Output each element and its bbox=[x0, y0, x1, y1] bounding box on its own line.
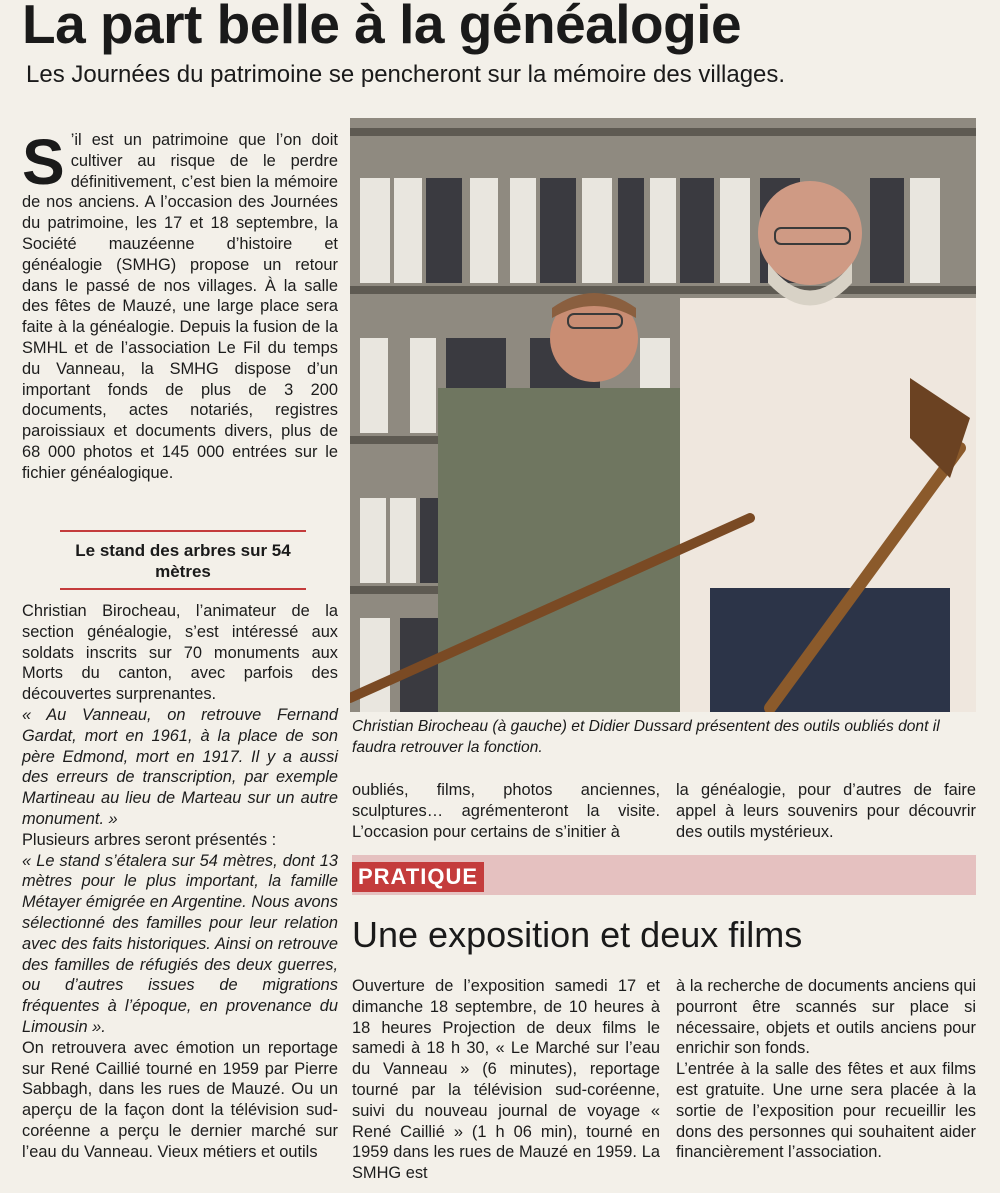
body-column-1 bbox=[22, 601, 338, 1163]
headline: La part belle à la généalogie bbox=[22, 0, 742, 55]
box-paragraph: L’entrée à la salle des fêtes et aux films est gratuite. Une urne sera placée à la sortie de l’exposition pour recueillir les dons des personnes qui souhaitent aider financièrement l’association. bbox=[676, 1060, 976, 1162]
body-column-3 bbox=[676, 780, 976, 842]
body-paragraph: oubliés, films, photos anciennes, sculptures… agrémenteront la visite. L’occasion pour certains de s’initier à bbox=[352, 781, 660, 841]
photo-illustration bbox=[350, 118, 976, 712]
photo bbox=[350, 118, 976, 712]
box-column-2 bbox=[676, 976, 976, 1163]
box-paragraph: Ouverture de l’exposition samedi 17 et dimanche 18 septembre, de 10 heures à 18 heures Projection de deux films le samedi à 18 h 30, « Le Marché sur l’eau du Vanneau » (6 minutes), reportage tourné par la télévision sud-coréenne, suivi du nouveau journal de voyage « René Caillié » (1 h 06 min), tourné en 1959 dans les rues de Mauzé en 1959. La SMHG est bbox=[352, 977, 660, 1183]
body-paragraph: la généalogie, pour d’autres de faire appel à leurs souvenirs pour découvrir des outils mystérieux. bbox=[676, 781, 976, 841]
photo-caption: Christian Birocheau (à gauche) et Didier Dussard présentent des outils oubliés dont il faudra retrouver la fonction. bbox=[352, 718, 940, 756]
dropcap: S bbox=[22, 126, 65, 198]
lede-paragraph: ’il est un patrimoine que l’on doit cultiver au risque de le perdre définitivement, c’est bien la mémoire de nos anciens. A l’occasion des Journées du patrimoine, les 17 et 18 septembre, la Société mauzéenne d’histoire et généalogie (SMHG) propose un retour dans le passé de nos villages. À la salle des fêtes de Mauzé, une large place sera faite à la généalogie. Depuis la fusion de la SMHL et de l’association Le Fil du temps du Vanneau, la SMHG dispose d’un important fonds de plus de 3 200 documents, actes notariés, registres paroissiaux et documents divers, plus de 68 000 photos et 145 000 entrées sur le fichier généalogique. bbox=[22, 131, 338, 482]
body-paragraph: Plusieurs arbres seront présentés : bbox=[22, 830, 277, 849]
body-paragraph: Christian Birocheau, l’animateur de la section généalogie, s’est intéressé aux soldats inscrits sur 70 monuments aux Morts du canton, avec parfois des découvertes surprenantes. bbox=[22, 602, 338, 704]
subtitle-rule-top bbox=[60, 530, 306, 532]
subtitle-rule-bottom bbox=[60, 588, 306, 590]
pratique-tag: PRATIQUE bbox=[352, 862, 484, 892]
lede-column bbox=[22, 126, 338, 484]
subheadline: Les Journées du patrimoine se pencheront sur la mémoire des villages. bbox=[26, 61, 786, 88]
section-subtitle: Le stand des arbres sur 54 mètres bbox=[75, 541, 291, 581]
box-paragraph: à la recherche de documents anciens qui pourront être scannés sur place si nécessaire, objets et outils anciens pour enrichir son fonds. bbox=[676, 977, 976, 1058]
box-title: Une exposition et deux films bbox=[352, 914, 803, 955]
quote-paragraph: « Le stand s’étalera sur 54 mètres, dont 13 mètres pour le plus important, la famille Métayer émigrée en Argentine. Nous avons sélectionné des familles pour leur relation avec des faits historiques. Ainsi on retrouve des familles de réfugiés des deux guerres, ou d’autres issues de migrations fréquentes à l’époque, en provenance du Limousin ». bbox=[22, 851, 338, 1036]
body-column-2 bbox=[352, 780, 660, 842]
body-paragraph: On retrouvera avec émotion un reportage sur René Caillié tourné en 1959 par Pierre Sabbagh, dans les rues de Mauzé. Ou un aperçu de la façon dont la télévision sud-coréenne a perçu le dernier marché sur l’eau du Vanneau. Vieux métiers et outils bbox=[22, 1038, 338, 1161]
box-column-1 bbox=[352, 976, 660, 1184]
quote-paragraph: « Au Vanneau, on retrouve Fernand Gardat, mort en 1961, à la place de son père Edmond, mort en 1917. Il y a aussi des erreurs de transcription, par exemple Martineau au lieu de Marteau sur un autre monument. » bbox=[22, 705, 338, 828]
